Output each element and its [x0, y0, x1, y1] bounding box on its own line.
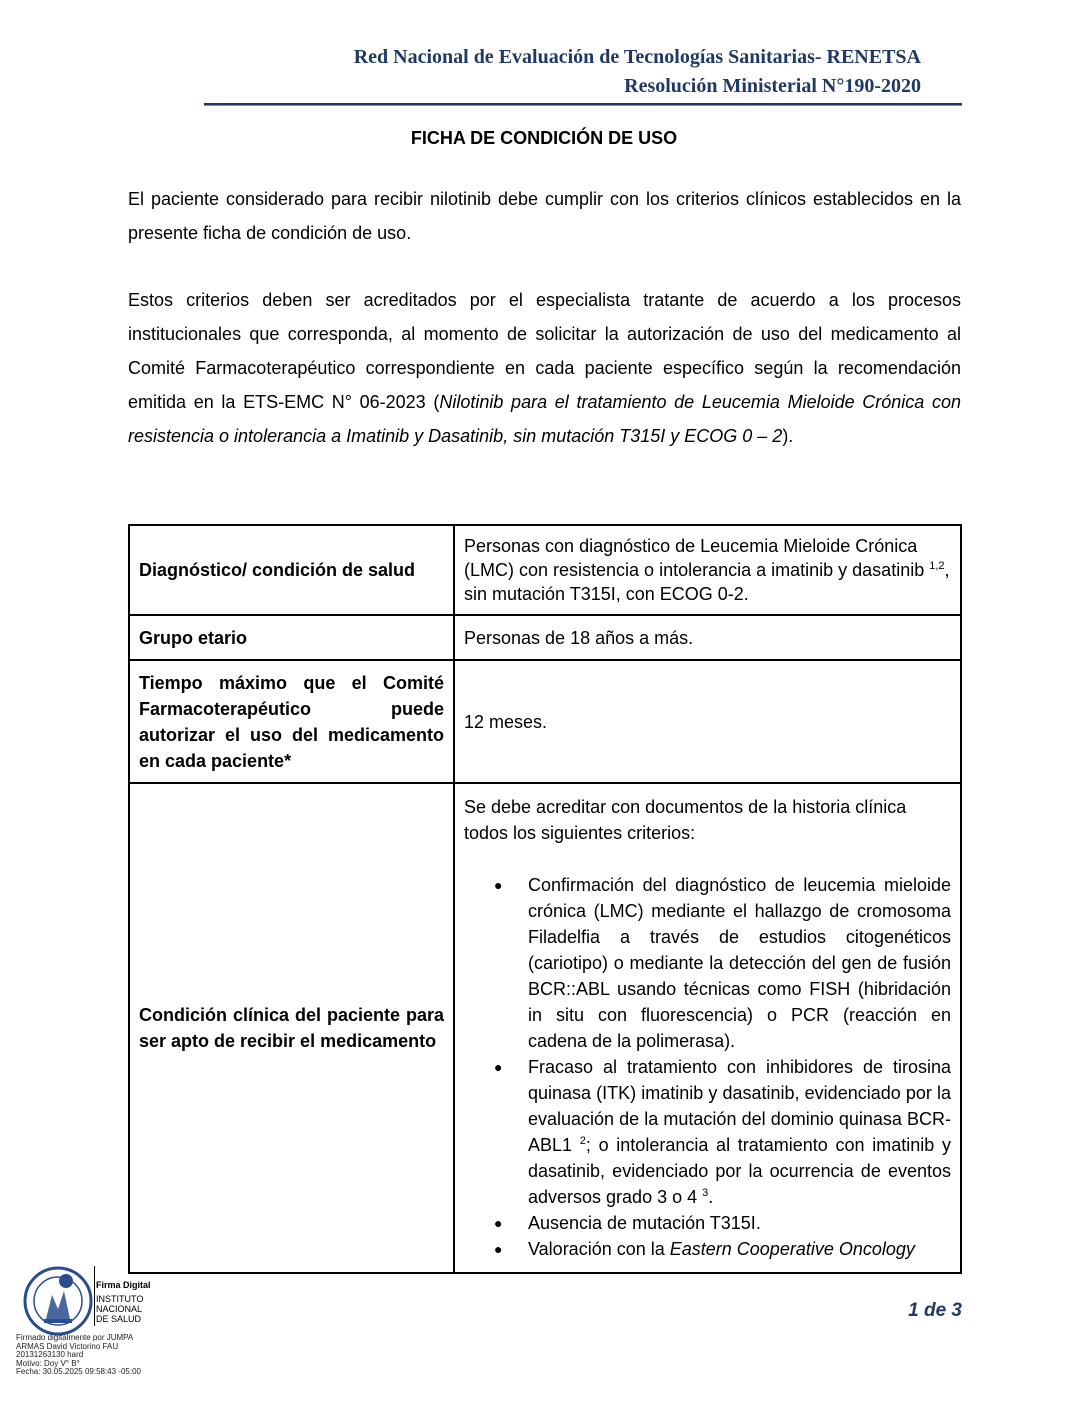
row-label-age-group: Grupo etario — [129, 615, 454, 660]
bullet-icon: ● — [494, 1059, 503, 1075]
row-label-clinical-condition: Condición clínica del paciente para ser apto de recibir el medicamento — [129, 783, 454, 1273]
bullet-icon: ● — [494, 1215, 503, 1231]
header-resolution: Resolución Ministerial N°190-2020 — [624, 75, 921, 97]
condition-table — [128, 524, 962, 1274]
intro-paragraph-2: Estos criterios deben ser acreditados por el especialista tratante de acuerdo a los procesos institucionales que corresponda, al momento de solicitar la autorización de uso del medicamento al Comité Farmacoterapéutico correspondiente en cada paciente específico según la recomendación emitida en la ETS-EMC N° 06-2023 (Nilotinib para el tratamiento de Leucemia Mieloide Crónica con resistencia o intolerancia a Imatinib y Dasatinib, sin mutación T315I y ECOG 0 – 2). — [128, 290, 962, 446]
ets-title-italic: Nilotinib para el tratamiento de Leucemia Mieloide Crónica con resistencia o intolerancia a Imatinib y Dasatinib, sin mutación T315I y ECOG 0 – 2 — [128, 392, 962, 446]
row-value-clinical-condition — [454, 783, 961, 1273]
list-item: ● Confirmación del diagnóstico de leucemia mieloide crónica (LMC) mediante el hallazgo de cromosoma Filadelfia a través de estudios citogenéticos (cariotipo) o mediante la detección del gen de fusión BCR::ABL usando técnicas como FISH (hibridación in situ con fluorescencia) o PCR (reacción en cadena de la polimerasa). — [464, 872, 951, 1054]
table-row — [129, 615, 961, 660]
signature-divider — [94, 1266, 95, 1326]
header-divider — [204, 103, 962, 106]
list-item: ● Ausencia de mutación T315I. — [464, 1210, 951, 1236]
digital-signature-label: Firma Digital INSTITUTO NACIONAL DE SALUD — [96, 1280, 151, 1324]
bullet-icon: ● — [494, 877, 503, 893]
table-row — [129, 525, 961, 615]
criteria-list — [464, 872, 951, 1262]
row-value-age-group: Personas de 18 años a más. — [454, 615, 961, 660]
criteria-intro: Se debe acreditar con documentos de la historia clínica todos los siguientes criterios: — [464, 797, 907, 843]
list-item: ● Valoración con la Eastern Cooperative Oncology — [464, 1236, 951, 1262]
page-number: 1 de 3 — [908, 1300, 962, 1321]
row-value-max-time: 12 meses. — [454, 660, 961, 783]
document-title: FICHA DE CONDICIÓN DE USO — [410, 128, 678, 148]
row-value-diagnosis: Personas con diagnóstico de Leucemia Mieloide Crónica (LMC) con resistencia o intolerancia a imatinib y dasatinib $^{1,2}$, sin mutación T315I, con ECOG 0-2. — [454, 525, 961, 615]
intro-paragraph-1: El paciente considerado para recibir nilotinib debe cumplir con los criterios clínicos establecidos en la presente ficha de condición de uso. — [128, 189, 961, 243]
header-title: Red Nacional de Evaluación de Tecnologías Sanitarias- RENETSA — [353, 46, 921, 68]
table-row — [129, 660, 961, 783]
bullet-icon: ● — [494, 1241, 503, 1257]
ins-seal-icon — [22, 1265, 94, 1337]
table-row — [129, 783, 961, 1273]
signature-metadata: Firmado digitalmente por JUMPA ARMAS David Victorino FAU 20131263130 hard Motivo: Doy V° B° Fecha: 30.05.2025 09:58:43 -05:00 — [16, 1333, 141, 1376]
row-label-diagnosis: Diagnóstico/ condición de salud — [129, 525, 454, 615]
list-item: ● Fracaso al tratamiento con inhibidores de tirosina quinasa (ITK) imatinib y dasatinib, evidenciado por la evaluación de la mutación del dominio quinasa BCR-ABL1 $^2$; o intolerancia al tratamiento con imatinib y dasatinib, evidenciado por la ocurrencia de eventos adversos grado 3 o 4 $^3$. — [464, 1054, 951, 1210]
row-label-max-time: Tiempo máximo que el Comité Farmacoterapéutico puede autorizar el uso del medicamento en cada paciente* — [129, 660, 454, 783]
